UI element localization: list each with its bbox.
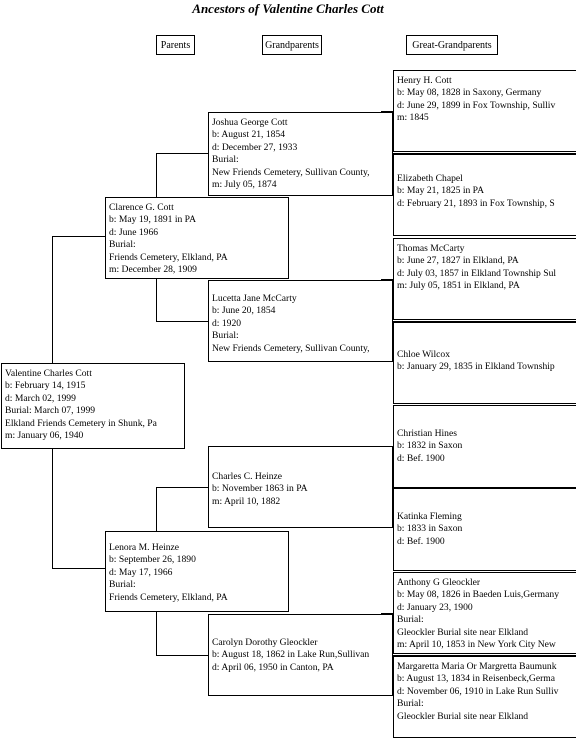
person-margaretta-baumunk[interactable] bbox=[393, 656, 576, 738]
connector-line bbox=[156, 612, 157, 655]
person-thomas-mccarty[interactable] bbox=[393, 238, 576, 320]
person-burial-label: Burial: bbox=[397, 698, 424, 710]
person-name: Carolyn Dorothy Gleockler bbox=[212, 637, 318, 648]
chart-title: Ancestors of Valentine Charles Cott bbox=[192, 1, 384, 16]
person-marriage: m: July 05, 1874 bbox=[212, 178, 277, 190]
connector-line bbox=[52, 449, 53, 568]
connector-line bbox=[52, 236, 105, 237]
person-anthony-g-gleockler[interactable] bbox=[393, 572, 576, 654]
person-burial-date: Burial: March 07, 1999 bbox=[5, 405, 96, 417]
person-lucetta-jane-mccarty[interactable] bbox=[208, 280, 393, 362]
person-name: Clarence G. Cott bbox=[109, 202, 174, 213]
person-name: Henry H. Cott bbox=[397, 75, 452, 86]
connector-line bbox=[156, 153, 208, 154]
person-death: d: June 29, 1899 in Fox Township, Sulliv bbox=[397, 99, 556, 111]
person-death: d: 1920 bbox=[212, 317, 242, 329]
person-death: d: May 17, 1966 bbox=[109, 566, 173, 578]
person-clarence-g-cott[interactable] bbox=[105, 197, 289, 279]
person-birth: b: 1832 in Saxon bbox=[397, 440, 463, 452]
person-name: Lucetta Jane McCarty bbox=[212, 293, 297, 304]
person-name: Margaretta Maria Or Margretta Baumunk bbox=[397, 661, 557, 672]
person-death: d: July 03, 1857 in Elkland Township Sul bbox=[397, 267, 557, 279]
person-name: Chloe Wilcox bbox=[397, 349, 450, 360]
person-name: Charles C. Heinze bbox=[212, 471, 283, 482]
person-name: Valentine Charles Cott bbox=[5, 368, 92, 379]
person-death: d: Bef. 1900 bbox=[397, 535, 445, 547]
person-birth: b: June 20, 1854 bbox=[212, 305, 276, 317]
person-birth: b: May 08, 1826 in Baeden Luis,Germany bbox=[397, 589, 559, 601]
header-great-grandparents: Great-Grandparents bbox=[406, 35, 498, 55]
person-marriage: m: April 10, 1882 bbox=[212, 495, 281, 507]
person-birth: b: August 13, 1834 in Reisenbeck,Germa bbox=[397, 673, 556, 685]
person-name: Elizabeth Chapel bbox=[397, 173, 463, 184]
person-birth: b: February 14, 1915 bbox=[5, 380, 86, 392]
person-marriage: m: December 28, 1909 bbox=[109, 263, 197, 275]
person-joshua-george-cott[interactable] bbox=[208, 112, 393, 196]
header-parents: Parents bbox=[156, 35, 195, 55]
person-name: Christian Hines bbox=[397, 428, 457, 439]
person-name: Lenora M. Heinze bbox=[109, 542, 180, 553]
person-burial-label: Burial: bbox=[212, 154, 239, 166]
person-burial-place: Elkland Friends Cemetery in Shunk, Pa bbox=[5, 417, 157, 429]
person-burial-place: Gleockler Burial site near Elkland bbox=[397, 710, 529, 722]
connector-line bbox=[156, 279, 157, 321]
person-birth: b: June 27, 1827 in Elkland, PA bbox=[397, 255, 519, 267]
person-lenora-m-heinze[interactable] bbox=[105, 531, 289, 612]
person-birth: b: August 18, 1862 in Lake Run,Sullivan bbox=[212, 649, 370, 661]
connector-line bbox=[52, 568, 105, 569]
person-death: d: December 27, 1933 bbox=[212, 141, 298, 153]
person-birth: b: August 21, 1854 bbox=[212, 129, 286, 141]
header-grandparents: Grandparents bbox=[262, 35, 322, 55]
person-death: d: February 21, 1893 in Fox Township, S bbox=[397, 197, 555, 209]
person-name: Thomas McCarty bbox=[397, 243, 465, 254]
connector-line bbox=[156, 655, 208, 656]
person-birth: b: January 29, 1835 in Elkland Township bbox=[397, 361, 555, 373]
person-burial-place: Friends Cemetery, Elkland, PA bbox=[109, 591, 228, 603]
person-name: Anthony G Gleockler bbox=[397, 577, 481, 588]
person-birth: b: November 1863 in PA bbox=[212, 483, 308, 495]
person-birth: b: May 19, 1891 in PA bbox=[109, 214, 197, 226]
person-birth: b: May 08, 1828 in Saxony, Germany bbox=[397, 87, 542, 99]
person-burial-place: Friends Cemetery, Elkland, PA bbox=[109, 251, 228, 263]
person-katinka-fleming[interactable] bbox=[393, 488, 576, 571]
person-birth: b: September 26, 1890 bbox=[109, 554, 196, 566]
connector-line bbox=[156, 153, 157, 197]
person-marriage: m: 1845 bbox=[397, 112, 429, 124]
person-name: Joshua George Cott bbox=[212, 117, 288, 128]
person-birth: b: May 21, 1825 in PA bbox=[397, 185, 485, 197]
person-death: d: June 1966 bbox=[109, 226, 159, 238]
person-marriage: m: January 06, 1940 bbox=[5, 429, 84, 441]
person-burial-place: Gleockler Burial site near Elkland bbox=[397, 626, 529, 638]
person-burial-label: Burial: bbox=[109, 239, 136, 251]
person-elizabeth-chapel[interactable] bbox=[393, 154, 576, 236]
person-burial-place: New Friends Cemetery, Sullivan County, bbox=[212, 342, 370, 354]
person-christian-hines[interactable] bbox=[393, 405, 576, 488]
person-burial-label: Burial: bbox=[397, 614, 424, 626]
person-burial-label: Burial: bbox=[109, 579, 136, 591]
person-burial-label: Burial: bbox=[212, 330, 239, 342]
person-death: d: April 06, 1950 in Canton, PA bbox=[212, 661, 334, 673]
person-death: d: January 23, 1900 bbox=[397, 601, 473, 613]
person-charles-c-heinze[interactable] bbox=[208, 446, 393, 528]
connector-line bbox=[156, 487, 157, 531]
person-chloe-wilcox[interactable] bbox=[393, 322, 576, 404]
connector-line bbox=[156, 487, 208, 488]
person-valentine-charles-cott[interactable] bbox=[1, 363, 185, 449]
person-death: d: March 02, 1999 bbox=[5, 392, 76, 404]
person-burial-place: New Friends Cemetery, Sullivan County, bbox=[212, 166, 370, 178]
person-marriage: m: July 05, 1851 in Elkland, PA bbox=[397, 280, 520, 292]
connector-line bbox=[156, 321, 208, 322]
person-name: Katinka Fleming bbox=[397, 511, 462, 522]
person-birth: b: 1833 in Saxon bbox=[397, 523, 463, 535]
person-death: d: November 06, 1910 in Lake Run Sulliv bbox=[397, 685, 559, 697]
person-carolyn-dorothy-gleockler[interactable] bbox=[208, 614, 393, 696]
person-death: d: Bef. 1900 bbox=[397, 452, 445, 464]
person-marriage: m: April 10, 1853 in New York City New bbox=[397, 638, 556, 650]
connector-line bbox=[52, 236, 53, 363]
person-henry-h-cott[interactable] bbox=[393, 70, 576, 152]
